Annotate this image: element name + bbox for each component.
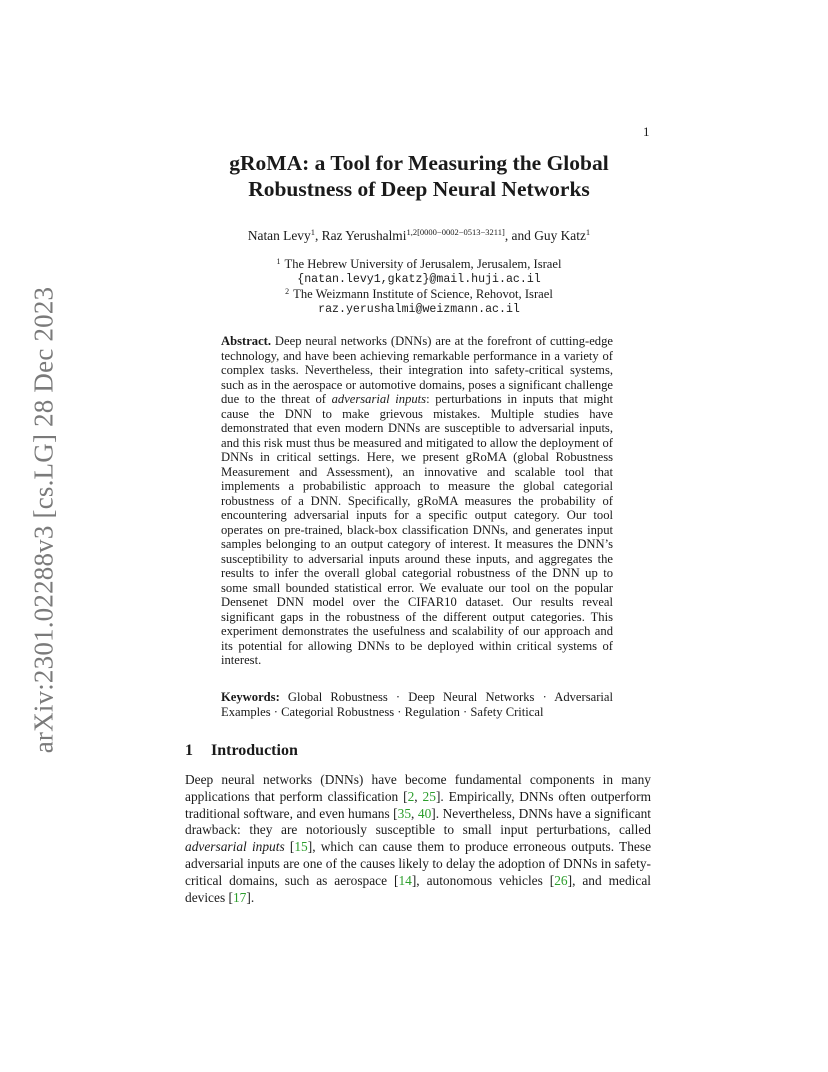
body-text: , <box>411 805 418 821</box>
page-number: 1 <box>643 124 650 139</box>
author-affiliation-mark: 1,2[0000−0002−0513−3211] <box>406 227 505 237</box>
keywords <box>221 690 613 720</box>
citation-link[interactable]: 2 <box>407 788 415 804</box>
citation-link[interactable]: 15 <box>294 839 308 855</box>
affiliation-number: 1 <box>276 257 281 266</box>
title-line-2: Robustness of Deep Neural Networks <box>248 177 590 201</box>
affiliation-institution: The Weizmann Institute of Science, Rehovot, Israel <box>293 287 553 301</box>
citation-link[interactable]: 14 <box>398 872 412 888</box>
author-name: Raz Yerushalmi <box>321 228 407 243</box>
body-text: ]. Nevertheless, DNNs have a significant drawback: they are notoriously susceptible to small input perturbations, called <box>185 805 651 838</box>
abstract-label: Abstract. <box>221 334 272 348</box>
body-text: ], which can cause them to produce erroneous outputs. These adversarial inputs are one of the causes likely to delay the adoption of DNNs in safety-critical domains, such as aerospace [ <box>185 839 652 888</box>
keywords-label: Keywords: <box>221 690 280 704</box>
body-text: ]. <box>246 889 255 905</box>
section-title: Introduction <box>211 742 298 759</box>
abstract-text: : perturbations in inputs that might cause the DNN to make grievous mistakes. Multiple studies have demonstrated that even modern DNNs are susceptible to adversarial inputs, and this risk must thus be measured and mitigated to allow the deployment of DNNs in critical settings. Here, we present gRoMA (global Robustness Measurement and Assessment), an innovative and scalable tool that implements a probabilistic approach to measure the global categorial robustness of a DNN. Specifically, gRoMA measures the probability of encountering adversarial inputs for a specific output category. Our tool operates on pre-trained, black-box classification DNNs, and generates input samples belonging to an output category of interest. It measures the DNN’s susceptibility to adversarial inputs around these inputs, and aggregates the results to infer the overall global categorial robustness of the DNN up to some small bounded statistical error. We evaluate our tool on the popular Densenet DNN model over the CIFAR10 dataset. Our results reveal significant gaps in the robustness of the different output categories. This experiment demonstrates the usefulness and scalability of our approach and its potential for allowing DNNs to be deployed within critical systems of interest. <box>221 392 613 667</box>
author-name: Guy Katz <box>534 228 586 243</box>
abstract-text: Deep neural networks (DNNs) are at the forefront of cutting-edge technology, and have been achieving remarkable performance in a variety of complex tasks. Nevertheless, their integration into safety-critical systems, such as in the aerospace or automotive domains, poses a significant challenge due to the threat of <box>221 334 613 406</box>
affiliations <box>150 257 688 317</box>
citation-link[interactable]: 17 <box>232 889 247 905</box>
affiliation-email[interactable]: raz.yerushalmi@weizmann.ac.il <box>318 303 520 316</box>
abstract-emphasis: adversarial inputs <box>331 392 427 406</box>
author-affiliation-mark: 1 <box>310 227 315 237</box>
author-affiliation-mark: 1 <box>585 227 591 237</box>
section-number: 1 <box>185 742 193 759</box>
body-emphasis: adversarial inputs <box>185 839 285 855</box>
citation-link[interactable]: 25 <box>422 788 436 804</box>
citation-link[interactable]: 40 <box>417 805 432 821</box>
arxiv-identifier-watermark: arXiv:2301.02288v3 [cs.LG] 28 Dec 2023 <box>28 286 59 754</box>
author-name: Natan Levy <box>247 228 311 243</box>
citation-link[interactable]: 35 <box>397 805 412 821</box>
keywords-text: Global Robustness · Deep Neural Networks · Adversarial Examples · Categorial Robustness · Regulation · Safety Critical <box>221 690 613 719</box>
paper-title <box>150 150 688 202</box>
author-list <box>150 228 688 244</box>
introduction-paragraph <box>185 772 651 906</box>
body-text: Deep neural networks (DNNs) have become fundamental components in many applications that perform classification [ <box>185 772 651 804</box>
title-line-1: gRoMA: a Tool for Measuring the Global <box>229 151 609 175</box>
citation-link[interactable]: 26 <box>554 872 568 888</box>
affiliation-institution: The Hebrew University of Jerusalem, Jerusalem, Israel <box>284 257 562 271</box>
body-text: ], autonomous vehicles [ <box>411 872 555 888</box>
abstract <box>221 334 613 668</box>
body-text: , <box>414 788 423 804</box>
affiliation-email[interactable]: {natan.levy1,gkatz}@mail.huji.ac.il <box>297 273 541 286</box>
author-separator: , and <box>504 228 535 243</box>
affiliation-1 <box>150 257 688 272</box>
section-heading <box>185 742 298 760</box>
affiliation-2 <box>150 287 688 302</box>
body-text: ]. Empirically, DNNs often outperform traditional software, and even humans [ <box>185 788 651 821</box>
affiliation-number: 2 <box>285 287 290 296</box>
body-text: [ <box>284 839 295 855</box>
body-text: ], and medical devices [ <box>185 872 651 905</box>
author-separator: , <box>314 228 322 243</box>
